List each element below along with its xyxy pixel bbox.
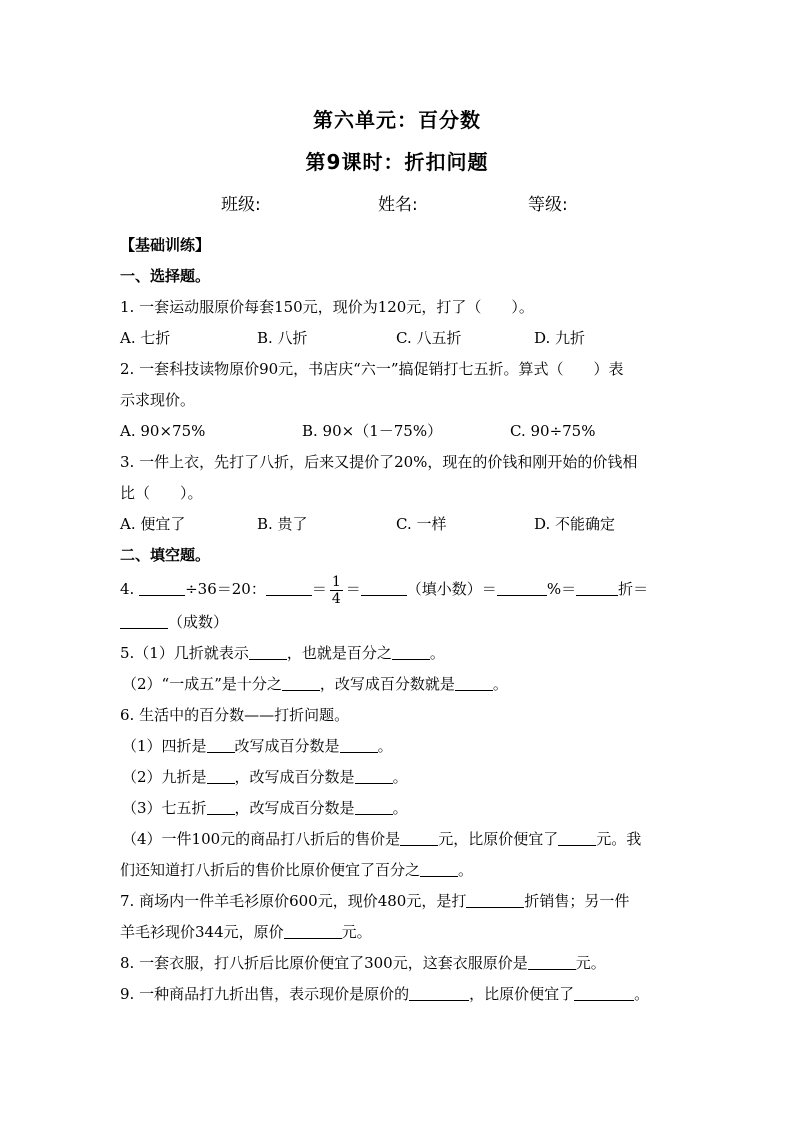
q6-3-blank-1[interactable] bbox=[207, 798, 235, 815]
q6-2-text-c: 。 bbox=[392, 768, 408, 786]
q6-2-text-b: ，改写成百分数是 bbox=[234, 768, 355, 786]
question-6-title: 6. 生活中的百分数——打折问题。 bbox=[120, 706, 350, 724]
name-label: 姓名: bbox=[378, 195, 418, 215]
q7-text-a: 7. 商场内一件羊毛衫原价600元，现价480元，是打 bbox=[120, 892, 467, 910]
q6-4-text-e: 。 bbox=[458, 861, 474, 879]
q5-text-2: ，也就是百分之 bbox=[286, 644, 392, 662]
question-6-sub-4-line1 bbox=[120, 824, 682, 855]
q1-option-b[interactable]: B. 八折 bbox=[257, 329, 308, 347]
question-6-sub-4-line2 bbox=[120, 855, 682, 886]
q9-text-c: 。 bbox=[634, 985, 650, 1003]
q3-option-a[interactable]: A. 便宜了 bbox=[120, 515, 186, 533]
q3-option-c[interactable]: C. 一样 bbox=[396, 515, 447, 533]
question-6-sub-1 bbox=[120, 731, 682, 762]
q4-blank-3[interactable] bbox=[361, 579, 407, 596]
q2-option-c[interactable]: C. 90÷75% bbox=[510, 422, 596, 440]
q8-text-a: 8. 一套衣服，打八折后比原价便宜了300元，这套衣服原价是 bbox=[120, 954, 528, 972]
q6-3-blank-2[interactable] bbox=[355, 798, 393, 815]
q5-text-6: 。 bbox=[492, 675, 508, 693]
q4-blank-5[interactable] bbox=[576, 579, 618, 596]
q6-3-text-c: 。 bbox=[392, 799, 408, 817]
q6-1-text-b: 改写成百分数是 bbox=[234, 737, 340, 755]
q5-blank-2[interactable] bbox=[392, 643, 430, 660]
q5-blank-3[interactable] bbox=[282, 674, 320, 691]
q9-blank-1[interactable] bbox=[409, 984, 469, 1001]
q6-1-blank-1[interactable] bbox=[207, 736, 235, 753]
q6-1-blank-2[interactable] bbox=[340, 736, 378, 753]
q4-part-2: ＝ bbox=[311, 580, 327, 598]
q7-text-b: 折销售；另一件 bbox=[524, 892, 630, 910]
class-label: 班级: bbox=[221, 195, 261, 215]
section-fill-heading: 二、填空题。 bbox=[120, 546, 211, 564]
q5-text-4: （2）“一成五”是十分之 bbox=[122, 675, 282, 693]
q4-blank-6[interactable] bbox=[120, 612, 168, 629]
question-1-text: 1. 一套运动服原价每套150元，现价为120元，打了（ ）。 bbox=[120, 298, 534, 316]
q1-option-d[interactable]: D. 九折 bbox=[534, 329, 586, 347]
q4-part-7: （成数） bbox=[168, 613, 229, 631]
question-6-sub-2 bbox=[120, 762, 682, 793]
q4-part-4: （填小数）＝ bbox=[406, 580, 497, 598]
question-3-text-line1: 3. 一件上衣，先打了八折，后来又提价了20%，现在的价钱和刚开始的价钱相 bbox=[120, 453, 638, 471]
q6-4-blank-3[interactable] bbox=[420, 860, 458, 877]
q7-text-d: 元。 bbox=[341, 923, 372, 941]
question-5-line2 bbox=[120, 669, 682, 700]
q7-blank-2[interactable] bbox=[284, 922, 342, 939]
q1-option-c[interactable]: C. 八五折 bbox=[396, 329, 462, 347]
q3-option-d[interactable]: D. 不能确定 bbox=[534, 515, 616, 533]
q6-4-text-b: 元，比原价便宜了 bbox=[438, 830, 559, 848]
q4-blank-4[interactable] bbox=[497, 579, 547, 596]
question-8 bbox=[120, 948, 682, 979]
q6-4-blank-1[interactable] bbox=[400, 829, 438, 846]
q9-text-b: ，比原价便宜了 bbox=[469, 985, 575, 1003]
q8-text-b: 元。 bbox=[575, 954, 606, 972]
q2-option-b[interactable]: B. 90×（1－75%） bbox=[302, 422, 443, 440]
question-7-line2 bbox=[120, 917, 682, 948]
q5-text-5: ，改写成百分数就是 bbox=[319, 675, 455, 693]
q7-text-c: 羊毛衫现价344元，原价 bbox=[120, 923, 284, 941]
q4-fraction-numerator: 1 bbox=[331, 573, 341, 590]
q4-part-3: ＝ bbox=[345, 580, 361, 598]
q4-number: 4. bbox=[120, 580, 135, 598]
section-choice-heading: 一、选择题。 bbox=[120, 267, 211, 285]
q7-blank-1[interactable] bbox=[466, 891, 524, 908]
q6-1-text-c: 。 bbox=[377, 737, 393, 755]
question-2-text-line2: 示求现价。 bbox=[120, 391, 196, 409]
q6-1-text-a: （1）四折是 bbox=[122, 737, 207, 755]
unit-title: 第六单元：百分数 bbox=[313, 108, 481, 132]
question-3-text-line2: 比（ ）。 bbox=[120, 484, 203, 502]
q5-text-3: 。 bbox=[429, 644, 445, 662]
question-3-options bbox=[120, 509, 682, 540]
q6-2-blank-2[interactable] bbox=[355, 767, 393, 784]
q9-text-a: 9. 一种商品打九折出售，表示现价是原价的 bbox=[120, 985, 410, 1003]
q5-text-1: 5.（1）几折就表示 bbox=[120, 644, 249, 662]
question-2-text-line1: 2. 一套科技读物原价90元，书店庆“六一”搞促销打七五折。算式（ ）表 bbox=[120, 360, 624, 378]
q4-part-6: 折＝ bbox=[618, 580, 649, 598]
q6-4-text-a: （4）一件100元的商品打八折后的售价是 bbox=[122, 830, 401, 848]
grade-label: 等级: bbox=[528, 195, 568, 215]
q3-option-b[interactable]: B. 贵了 bbox=[257, 515, 308, 533]
question-4-line1 bbox=[120, 571, 682, 607]
question-4-line2 bbox=[120, 607, 682, 638]
question-7-line1 bbox=[120, 886, 682, 917]
q4-part-5: %＝ bbox=[546, 580, 577, 598]
q2-option-a[interactable]: A. 90×75% bbox=[120, 422, 206, 440]
q4-blank-2[interactable] bbox=[266, 579, 312, 596]
question-6-sub-3 bbox=[120, 793, 682, 824]
q4-fraction-denominator: 4 bbox=[331, 590, 341, 607]
lesson-title: 第9课时：折扣问题 bbox=[305, 150, 489, 174]
section-basic-heading: 【基础训练】 bbox=[120, 236, 211, 254]
worksheet-content bbox=[120, 230, 682, 1010]
question-1-options bbox=[120, 323, 682, 354]
q8-blank-1[interactable] bbox=[528, 953, 576, 970]
q4-part-1: ÷36＝20： bbox=[185, 580, 266, 598]
q9-blank-2[interactable] bbox=[574, 984, 634, 1001]
q6-4-text-d: 们还知道打八折后的售价比原价便宜了百分之 bbox=[120, 861, 421, 879]
q1-option-a[interactable]: A. 七折 bbox=[120, 329, 171, 347]
q5-blank-1[interactable] bbox=[249, 643, 287, 660]
q6-4-text-c: 元。我 bbox=[596, 830, 642, 848]
question-9 bbox=[120, 979, 682, 1010]
question-5-line1 bbox=[120, 638, 682, 669]
q5-blank-4[interactable] bbox=[455, 674, 493, 691]
q4-fraction bbox=[330, 574, 343, 607]
q6-2-text-a: （2）九折是 bbox=[122, 768, 207, 786]
question-2-options bbox=[120, 416, 682, 447]
q6-2-blank-1[interactable] bbox=[207, 767, 235, 784]
q6-3-text-a: （3）七五折 bbox=[122, 799, 207, 817]
q6-4-blank-2[interactable] bbox=[558, 829, 596, 846]
q6-3-text-b: ，改写成百分数是 bbox=[234, 799, 355, 817]
q4-blank-1[interactable] bbox=[139, 579, 185, 596]
